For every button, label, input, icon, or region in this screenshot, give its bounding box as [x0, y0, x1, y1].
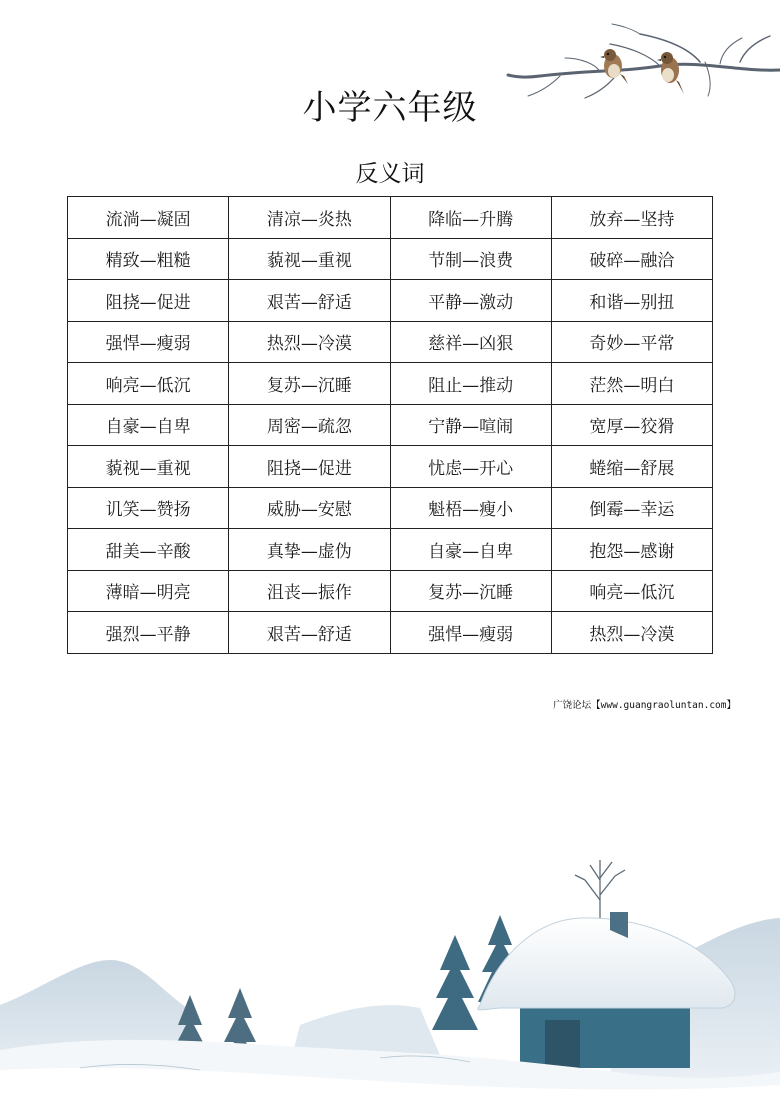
antonym-pair-cell: 强悍—瘦弱 [68, 321, 229, 363]
table-row [68, 321, 713, 363]
table-row [68, 612, 713, 654]
antonym-table [67, 196, 713, 654]
antonym-pair-cell: 响亮—低沉 [68, 363, 229, 405]
watermark-name: 广饶论坛 [553, 700, 592, 711]
table-row [68, 446, 713, 488]
table-row [68, 363, 713, 405]
antonym-pair-cell: 阻止—推动 [390, 363, 551, 405]
antonym-pair-cell: 艰苦—舒适 [229, 612, 390, 654]
site-watermark [553, 697, 736, 711]
antonym-pair-cell: 真挚—虚伪 [229, 529, 390, 571]
antonym-pair-cell: 倒霉—幸运 [551, 487, 712, 529]
antonym-pair-cell: 放弃—坚持 [551, 197, 712, 239]
antonym-pair-cell: 茫然—明白 [551, 363, 712, 405]
antonym-pair-cell: 威胁—安慰 [229, 487, 390, 529]
page-title: 小学六年级 [302, 88, 478, 128]
antonym-pair-cell: 自豪—自卑 [390, 529, 551, 571]
antonym-pair-cell: 阻挠—促进 [68, 280, 229, 322]
table-row [68, 529, 713, 571]
antonym-pair-cell: 宽厚—狡猾 [551, 404, 712, 446]
section-subtitle: 反义词 [355, 161, 425, 187]
antonym-pair-cell: 流淌—凝固 [68, 197, 229, 239]
antonym-pair-cell: 自豪—自卑 [68, 404, 229, 446]
antonym-pair-cell: 慈祥—凶狠 [390, 321, 551, 363]
table-row [68, 280, 713, 322]
antonym-pair-cell: 和谐—别扭 [551, 280, 712, 322]
antonym-pair-cell: 周密—疏忽 [229, 404, 390, 446]
antonym-pair-cell: 艰苦—舒适 [229, 280, 390, 322]
antonym-pair-cell: 清凉—炎热 [229, 197, 390, 239]
table-row [68, 570, 713, 612]
antonym-pair-cell: 破碎—融洽 [551, 238, 712, 280]
watermark-url: 【www.guangraoluntan.com】 [591, 700, 736, 711]
antonym-pair-cell: 热烈—冷漠 [551, 612, 712, 654]
antonym-pair-cell: 复苏—沉睡 [390, 570, 551, 612]
antonym-pair-cell: 甜美—辛酸 [68, 529, 229, 571]
antonym-pair-cell: 复苏—沉睡 [229, 363, 390, 405]
antonym-pair-cell: 降临—升腾 [390, 197, 551, 239]
snowy-cottage-landscape-illustration [0, 840, 780, 1103]
table-row [68, 487, 713, 529]
antonym-pair-cell: 奇妙—平常 [551, 321, 712, 363]
antonym-pair-cell: 阻挠—促进 [229, 446, 390, 488]
antonym-pair-cell: 忧虑—开心 [390, 446, 551, 488]
antonym-pair-cell: 沮丧—振作 [229, 570, 390, 612]
antonym-pair-cell: 强烈—平静 [68, 612, 229, 654]
antonym-pair-cell: 藐视—重视 [229, 238, 390, 280]
antonym-pair-cell: 精致—粗糙 [68, 238, 229, 280]
antonym-pair-cell: 宁静—喧闹 [390, 404, 551, 446]
antonym-pair-cell: 节制—浪费 [390, 238, 551, 280]
table-row [68, 238, 713, 280]
antonym-pair-cell: 蜷缩—舒展 [551, 446, 712, 488]
antonym-pair-cell: 强悍—瘦弱 [390, 612, 551, 654]
table-row [68, 197, 713, 239]
antonym-pair-cell: 响亮—低沉 [551, 570, 712, 612]
antonym-pair-cell: 热烈—冷漠 [229, 321, 390, 363]
antonym-pair-cell: 平静—激动 [390, 280, 551, 322]
antonym-pair-cell: 抱怨—感谢 [551, 529, 712, 571]
antonym-pair-cell: 薄暗—明亮 [68, 570, 229, 612]
antonym-pair-cell: 藐视—重视 [68, 446, 229, 488]
table-row [68, 404, 713, 446]
antonym-pair-cell: 魁梧—瘦小 [390, 487, 551, 529]
antonym-pair-cell: 讥笑—赞扬 [68, 487, 229, 529]
